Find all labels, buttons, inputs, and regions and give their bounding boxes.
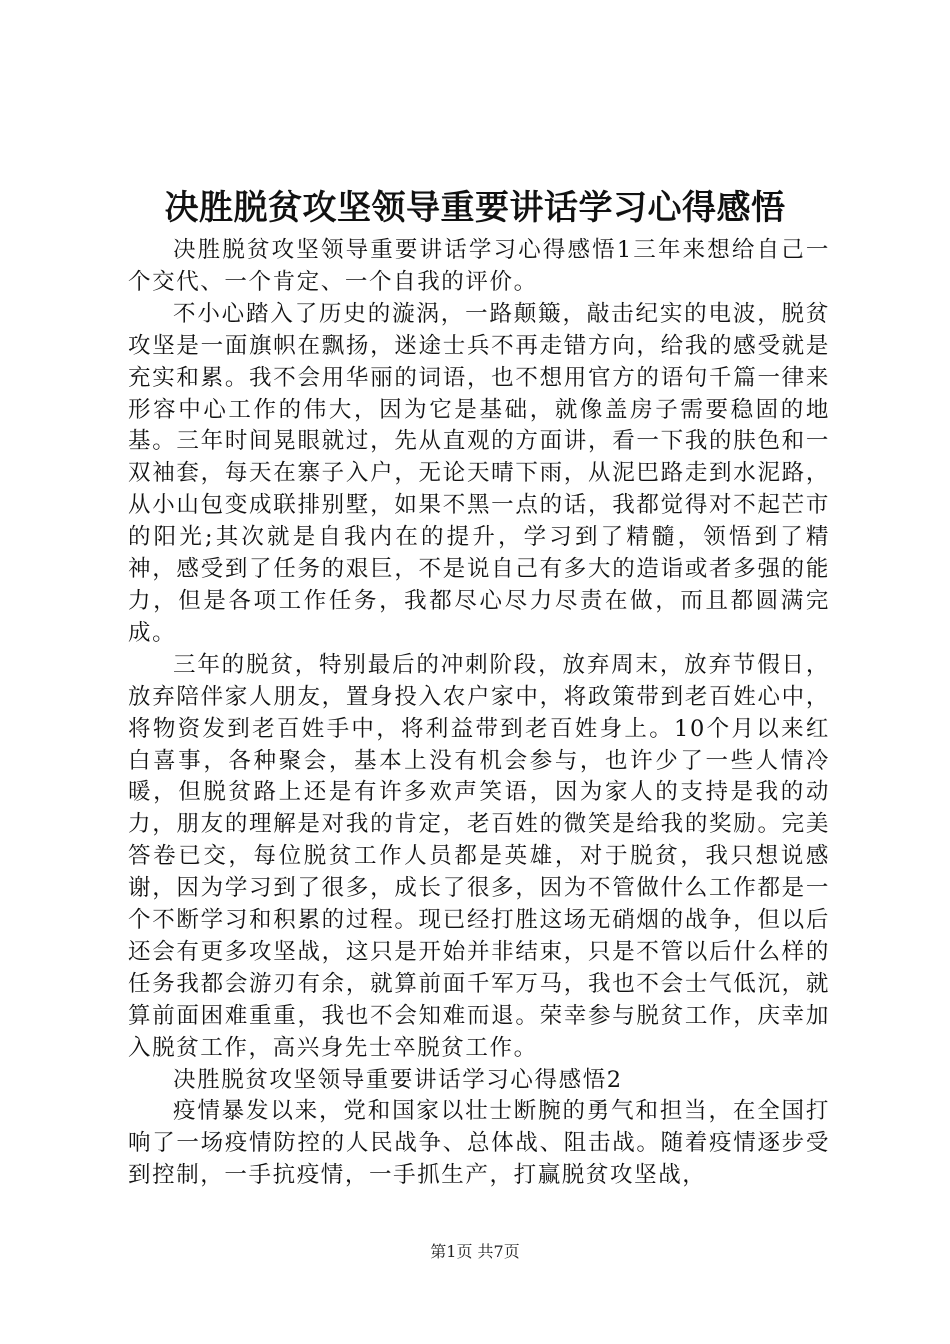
paragraph-intro: 决胜脱贫攻坚领导重要讲话学习心得感悟1三年来想给自己一个交代、一个肯定、一个自我的评价。	[128, 237, 830, 295]
paragraph-experience: 不小心踏入了历史的漩涡，一路颠簸，敲击纪实的电波，脱贫攻坚是一面旗帜在飘扬，迷途士兵不再走错方向，给我的感受就是充实和累。我不会用华丽的词语，也不想用官方的语句千篇一律来形容中心工作的伟大，因为它是基础，就像盖房子需要稳固的地基。三年时间晃眼就过，先从直观的方面讲，看一下我的肤色和一双袖套，每天在寨子入户，无论天晴下雨，从泥巴路走到水泥路，从小山包变成联排别墅，如果不黑一点的话，我都觉得对不起芒市的阳光;其次就是自我内在的提升，学习到了精髓，领悟到了精神，感受到了任务的艰巨，不是说自己有多大的造诣或者多强的能力，但是各项工作任务，我都尽心尽力尽责在做，而且都圆满完成。	[128, 300, 830, 646]
document-body	[128, 235, 830, 1192]
section-heading-2: 决胜脱贫攻坚领导重要讲话学习心得感悟2	[173, 1066, 623, 1093]
paragraph-epidemic: 疫情暴发以来，党和国家以壮士断腕的勇气和担当，在全国打响了一场疫情防控的人民战争、总体战、阻击战。随着疫情逐步受到控制，一手抗疫情，一手抓生产，打赢脱贫攻坚战，	[128, 1098, 830, 1189]
document-title: 决胜脱贫攻坚领导重要讲话学习心得感悟	[164, 188, 786, 228]
page-number-footer: 第1页 共7页	[430, 1242, 520, 1261]
paragraph-sprint: 三年的脱贫，特别最后的冲刺阶段，放弃周末，放弃节假日，放弃陪伴家人朋友，置身投入农户家中，将政策带到老百姓心中，将物资发到老百姓手中，将利益带到老百姓身上。10个月以来红白喜事，各种聚会，基本上没有机会参与，也许少了一些人情冷暖，但脱贫路上还是有许多欢声笑语，因为家人的支持是我的动力，朋友的理解是对我的肯定，老百姓的微笑是给我的奖励。完美答卷已交，每位脱贫工作人员都是英雄，对于脱贫，我只想说感谢，因为学习到了很多，成长了很多，因为不管做什么工作都是一个不断学习和积累的过程。现已经打胜这场无硝烟的战争，但以后还会有更多攻坚战，这只是开始并非结束，只是不管以后什么样的任务我都会游刃有余，就算前面千军万马，我也不会士气低沉，就算前面困难重重，我也不会知难而退。荣幸参与脱贫工作，庆幸加入脱贫工作，高兴身先士卒脱贫工作。	[128, 651, 830, 1061]
